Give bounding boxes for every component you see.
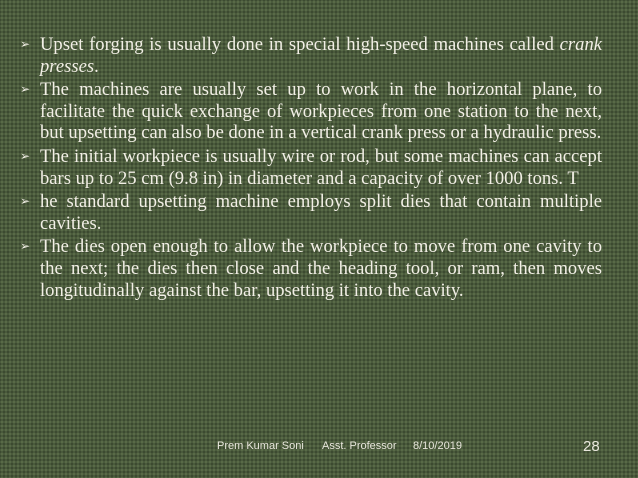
bullet-item [20, 34, 602, 77]
bullet-text: he standard upsetting machine employs split dies that contain multiple cavities. [40, 191, 602, 234]
bullet-item [20, 191, 602, 234]
arrow-bullet-icon: ➢ [20, 82, 31, 97]
bullet-text: Upset forging is usually done in special high-speed machines called crank presses. [40, 34, 602, 77]
arrow-bullet-icon: ➢ [20, 194, 31, 209]
bullet-text: The initial workpiece is usually wire or rod, but some machines can accept bars up to 25 cm (9.8 in) in diameter and a capacity of over 1000 tons. T [40, 145, 602, 189]
bullet-text: The machines are usually set up to work in the horizontal plane, to facilitate the quick exchange of workpieces from one station to the next, but upsetting can also be done in a vertical crank press or a hydraulic press. [40, 79, 602, 144]
bullet-text: The dies open enough to allow the workpiece to move from one cavity to the next; the dies then close and the heading tool, or ram, then moves longitudinally against the bar, upsetting it into the cavity. [40, 236, 602, 301]
emphasis-text: crank presses [40, 34, 602, 77]
bullet-item [20, 236, 602, 301]
arrow-bullet-icon: ➢ [20, 148, 31, 163]
arrow-bullet-icon: ➢ [20, 37, 31, 51]
footer-date: 8/10/2019 [413, 440, 462, 452]
bullet-item [20, 79, 602, 144]
bullet-list [20, 34, 602, 303]
footer-role: Asst. Professor [322, 440, 397, 452]
page-number: 28 [583, 438, 600, 455]
bullet-item [20, 146, 602, 189]
footer-author: Prem Kumar Soni [217, 440, 304, 452]
arrow-bullet-icon: ➢ [20, 239, 31, 254]
